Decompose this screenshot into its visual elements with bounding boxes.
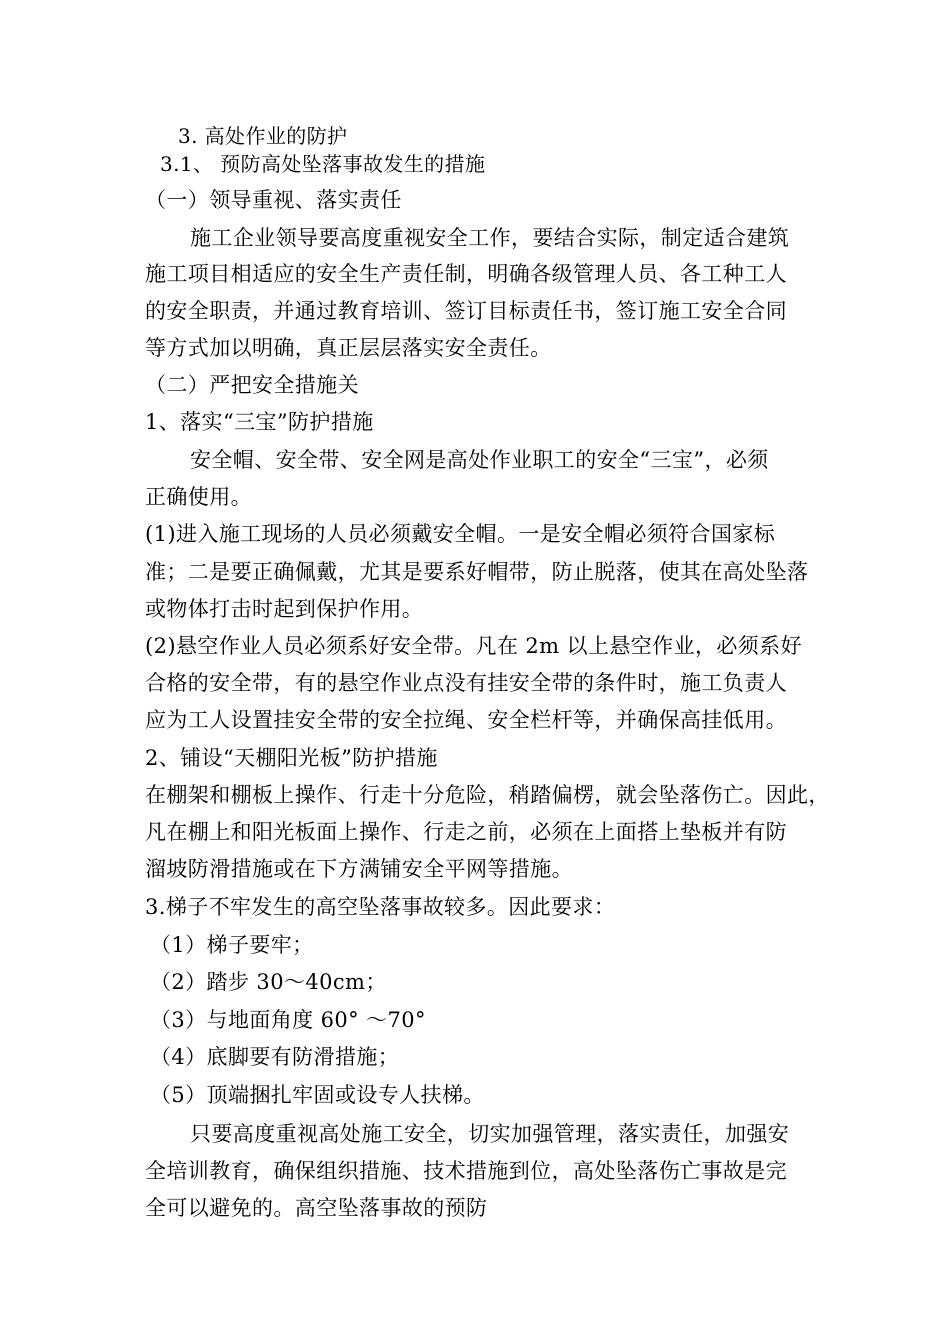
sub-2-para-line: 在棚架和棚板上操作、行走十分危险，稍踏偏楞，就会坠落伤亡。因此， [145,783,830,807]
conclusion-line: 只要高度重视高处施工安全，切实加强管理，落实责任，加强安 [190,1122,790,1146]
item-1-line: 准；二是要正确佩戴，尤其是要系好帽带，防止脱落，使其在高处坠落 [145,560,809,584]
sub-2-para-line: 溜坡防滑措施或在下方满铺安全平网等措施。 [145,857,573,881]
sub-2-title: 2、铺设“天棚阳光板”防护措施 [145,746,438,770]
item-2-line: 应为工人设置挂安全带的安全拉绳、安全栏杆等，并确保高挂低用。 [145,708,787,732]
sub-1-para-line: 正确使用。 [145,485,252,509]
item-1-line: 或物体打击时起到保护作用。 [145,597,424,621]
ladder-item: （2）踏步 30～40cm； [150,970,387,994]
item-2-line: 合格的安全带，有的悬空作业点没有挂安全带的条件时，施工负责人 [145,671,787,695]
sub-2-para-line: 凡在棚上和阳光板面上操作、行走之前，必须在上面搭上垫板并有防 [145,820,787,844]
ladder-item: （5）顶端捆扎牢固或设专人扶梯。 [150,1083,485,1107]
heading-3: 3. 高处作业的防护 [178,124,348,148]
ladder-item: （4）底脚要有防滑措施； [150,1045,400,1069]
sub-3-title: 3.梯子不牢发生的高空坠落事故较多。因此要求： [145,895,616,919]
conclusion-line: 全培训教育，确保组织措施、技术措施到位，高处坠落伤亡事故是完 [145,1159,787,1183]
item-2-line: (2)悬空作业人员必须系好安全带。凡在 2m 以上悬空作业，必须系好 [145,634,802,658]
item-1-line: (1)进入施工现场的人员必须戴安全帽。一是安全帽必须符合国家标 [145,522,776,546]
ladder-item: （3）与地面角度 60° ～70° [150,1008,426,1032]
section-1-para-line: 的安全职责，并通过教育培训、签订目标责任书，签订施工安全合同 [145,299,787,323]
section-1-title: （一）领导重视、落实责任 [145,188,402,212]
sub-1-title: 1、落实“三宝”防护措施 [145,410,374,434]
section-1-para-line: 施工项目相适应的安全生产责任制，明确各级管理人员、各工种工人 [145,262,787,286]
section-1-para-line: 施工企业领导要高度重视安全工作，要结合实际，制定适合建筑 [190,226,790,250]
section-1-para-line: 等方式加以明确，真正层层落实安全责任。 [145,336,552,360]
section-2-title: （二）严把安全措施关 [145,373,359,397]
heading-3-1: 3.1、 预防高处坠落事故发生的措施 [160,152,486,176]
ladder-item: （1）梯子要牢； [150,933,314,957]
conclusion-line: 全可以避免的。高空坠落事故的预防 [145,1196,488,1220]
sub-1-para-line: 安全帽、安全带、安全网是高处作业职工的安全“三宝”，必须 [190,448,769,472]
